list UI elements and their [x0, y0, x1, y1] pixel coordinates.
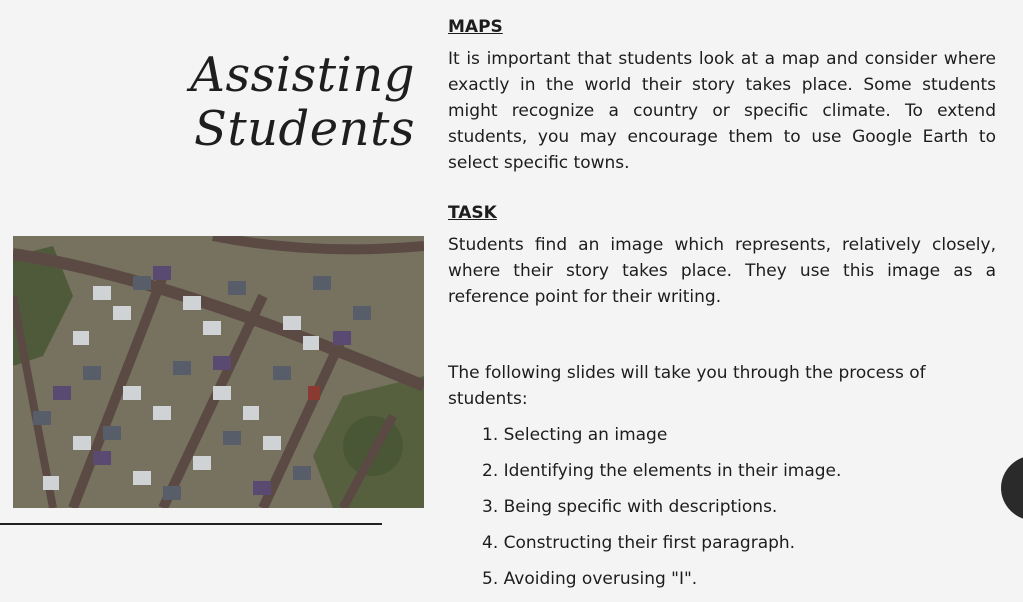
maps-heading: MAPS — [448, 17, 503, 37]
maps-section — [448, 14, 996, 176]
task-text: Students find an image which represents, relatively closely, where their story takes place. They use this image as a reference point for their writing. — [448, 235, 996, 307]
slide-title — [190, 48, 415, 156]
task-heading: TASK — [448, 203, 497, 223]
list-item: 2. Identifying the elements in their image. — [482, 461, 842, 481]
divider-line — [0, 523, 382, 525]
list-item: 3. Being specific with descriptions. — [482, 497, 778, 517]
process-section — [448, 360, 1008, 602]
task-section — [448, 200, 996, 310]
aerial-suburb-photo — [13, 236, 424, 508]
list-item: 1. Selecting an image — [482, 425, 668, 445]
title-line-2: Students — [193, 101, 415, 157]
process-intro: The following slides will take you through the process of students: — [448, 363, 926, 409]
list-item: 4. Constructing their first paragraph. — [482, 533, 796, 553]
maps-text: It is important that students look at a map and consider where exactly in the world their story takes place. Some students might recognize a country or specific climate. To extend students, you may encourage them to use Google Earth to select specific towns. — [448, 49, 996, 173]
list-item: 5. Avoiding overusing "I". — [482, 569, 698, 589]
title-line-1: Assisting — [190, 47, 415, 103]
process-steps-list — [482, 422, 1008, 602]
